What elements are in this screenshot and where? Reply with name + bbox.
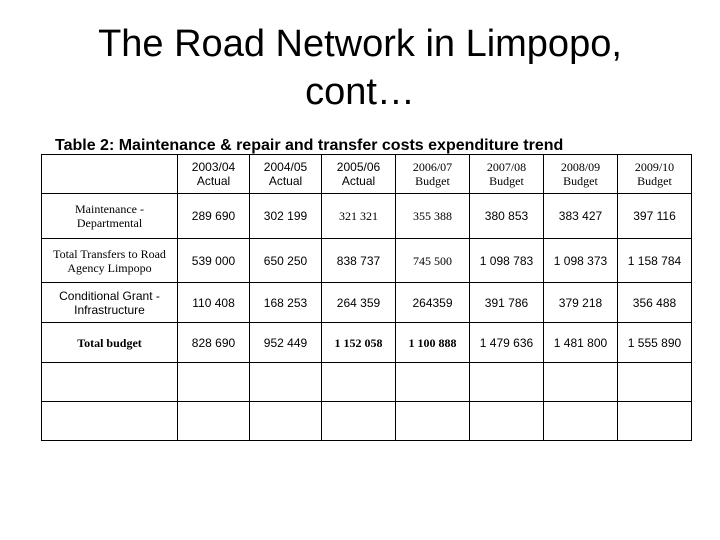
header-type: Budget bbox=[637, 174, 672, 188]
table-cell: 745 500 bbox=[396, 239, 470, 283]
header-type: Actual bbox=[196, 174, 231, 188]
table-row-maintenance bbox=[42, 194, 692, 239]
table-cell: 1 152 058 bbox=[322, 323, 396, 363]
table-row-empty bbox=[42, 402, 692, 441]
header-row bbox=[42, 155, 692, 194]
header-type: Actual bbox=[341, 174, 376, 188]
empty-cell bbox=[322, 363, 396, 402]
header-empty-cell bbox=[42, 155, 178, 194]
table-cell: 1 098 373 bbox=[544, 239, 618, 283]
table-caption: Table 2: Maintenance & repair and transfer costs expenditure trend bbox=[55, 137, 564, 154]
empty-cell bbox=[322, 402, 396, 441]
table-cell: 952 449 bbox=[250, 323, 322, 363]
header-year: 2003/04 bbox=[191, 160, 236, 174]
table-cell: 1 100 888 bbox=[396, 323, 470, 363]
header-type: Actual bbox=[268, 174, 303, 188]
empty-cell bbox=[178, 402, 250, 441]
table-row-empty bbox=[42, 363, 692, 402]
empty-cell bbox=[250, 363, 322, 402]
table-row-total-budget bbox=[42, 323, 692, 363]
table-cell: 379 218 bbox=[544, 283, 618, 323]
row-label: Total budget bbox=[42, 323, 178, 363]
table-cell: 168 253 bbox=[250, 283, 322, 323]
table-cell: 1 158 784 bbox=[618, 239, 692, 283]
table-cell: 321 321 bbox=[322, 194, 396, 239]
header-cell-2004-05 bbox=[250, 155, 322, 194]
table-cell: 302 199 bbox=[250, 194, 322, 239]
table-cell: 838 737 bbox=[322, 239, 396, 283]
row-label: Maintenance - Departmental bbox=[42, 194, 178, 239]
table-cell: 356 488 bbox=[618, 283, 692, 323]
header-cell-2007-08 bbox=[470, 155, 544, 194]
table-cell: 264359 bbox=[396, 283, 470, 323]
empty-cell bbox=[544, 402, 618, 441]
table-cell: 264 359 bbox=[322, 283, 396, 323]
empty-cell bbox=[178, 363, 250, 402]
table-cell: 1 555 890 bbox=[618, 323, 692, 363]
table-cell: 110 408 bbox=[178, 283, 250, 323]
empty-cell bbox=[544, 363, 618, 402]
table-cell: 355 388 bbox=[396, 194, 470, 239]
empty-cell bbox=[42, 363, 178, 402]
empty-cell bbox=[396, 402, 470, 441]
table-cell: 383 427 bbox=[544, 194, 618, 239]
empty-cell bbox=[470, 363, 544, 402]
table-cell: 289 690 bbox=[178, 194, 250, 239]
header-year: 2008/09 bbox=[560, 160, 601, 174]
table-cell: 650 250 bbox=[250, 239, 322, 283]
empty-cell bbox=[250, 402, 322, 441]
table-cell: 391 786 bbox=[470, 283, 544, 323]
empty-cell bbox=[42, 402, 178, 441]
table-cell: 1 481 800 bbox=[544, 323, 618, 363]
row-label: Conditional Grant - Infrastructure bbox=[42, 283, 178, 323]
header-type: Budget bbox=[415, 174, 450, 188]
table-cell: 397 116 bbox=[618, 194, 692, 239]
header-year: 2006/07 bbox=[412, 160, 453, 174]
table-cell: 539 000 bbox=[178, 239, 250, 283]
table-cell: 1 098 783 bbox=[470, 239, 544, 283]
slide-title-line-1: The Road Network in Limpopo, bbox=[98, 23, 622, 65]
header-cell-2003-04 bbox=[178, 155, 250, 194]
header-year: 2007/08 bbox=[486, 160, 527, 174]
header-type: Budget bbox=[563, 174, 598, 188]
empty-cell bbox=[396, 363, 470, 402]
header-cell-2006-07 bbox=[396, 155, 470, 194]
table-cell: 1 479 636 bbox=[470, 323, 544, 363]
table-cell: 380 853 bbox=[470, 194, 544, 239]
empty-cell bbox=[618, 402, 692, 441]
header-type: Budget bbox=[489, 174, 524, 188]
empty-cell bbox=[470, 402, 544, 441]
table-cell: 828 690 bbox=[178, 323, 250, 363]
slide-title bbox=[0, 20, 720, 116]
table-row-transfers bbox=[42, 239, 692, 283]
header-year: 2004/05 bbox=[263, 160, 308, 174]
slide-title-line-2: cont… bbox=[305, 71, 415, 113]
header-cell-2009-10 bbox=[618, 155, 692, 194]
row-label: Total Transfers to Road Agency Limpopo bbox=[42, 239, 178, 283]
empty-cell bbox=[618, 363, 692, 402]
table-row-conditional-grant bbox=[42, 283, 692, 323]
header-year: 2009/10 bbox=[634, 160, 675, 174]
header-cell-2005-06 bbox=[322, 155, 396, 194]
header-year: 2005/06 bbox=[336, 160, 381, 174]
expenditure-table bbox=[41, 154, 692, 441]
header-cell-2008-09 bbox=[544, 155, 618, 194]
